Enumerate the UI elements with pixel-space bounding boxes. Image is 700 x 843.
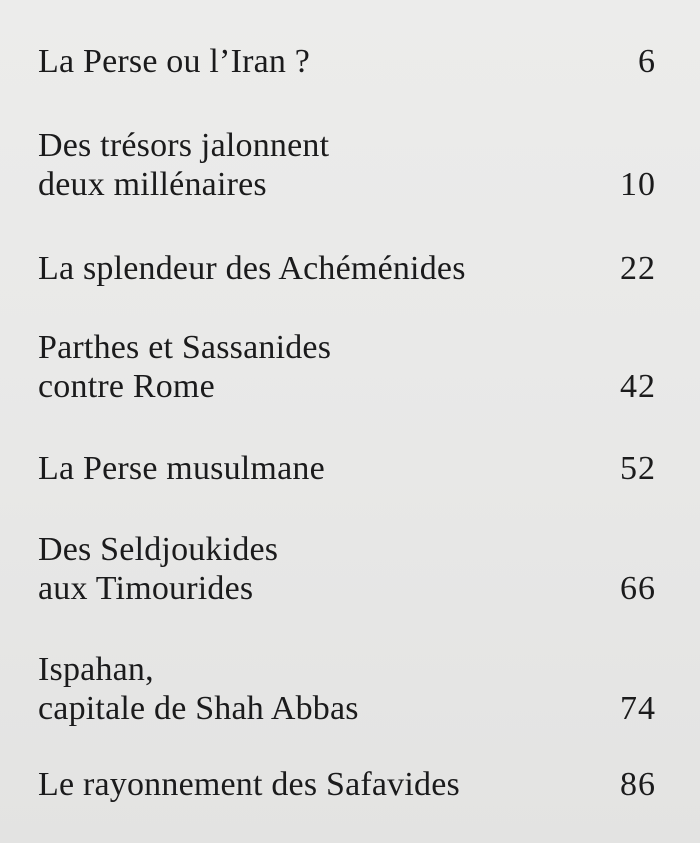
toc-entry-title <box>38 249 466 288</box>
toc-entry-title-line: deux millénaires <box>38 166 267 203</box>
toc-entry-title <box>38 765 460 804</box>
toc-entry-page-number: 10 <box>620 166 656 203</box>
toc-entry-title-line: contre Rome <box>38 368 215 405</box>
toc-entry-title-line: Parthes et Sassanides <box>38 329 332 366</box>
toc-entry-page-number: 22 <box>620 250 656 287</box>
toc-entry-title <box>38 650 359 728</box>
toc-entry-title <box>38 126 329 204</box>
toc-entry-title-line: Ispahan, <box>38 651 154 688</box>
toc-entry-title <box>38 328 331 406</box>
toc-entry-title-line: Des trésors jalonnent <box>38 127 330 164</box>
toc-entry-title-line: La Perse ou l’Iran ? <box>38 43 311 80</box>
toc-entry-page-number: 66 <box>620 570 656 607</box>
toc-entry-title-line: La splendeur des Achéménides <box>38 250 466 287</box>
toc-entry-page-number: 6 <box>638 43 656 80</box>
toc-entry-title-line: aux Timourides <box>38 570 254 607</box>
toc-entry-title <box>38 530 278 608</box>
toc-entry-title-line: capitale de Shah Abbas <box>38 690 359 727</box>
toc-entry-page-number: 74 <box>620 690 656 727</box>
toc-entry-title <box>38 42 310 81</box>
toc-entry-title-line: La Perse musulmane <box>38 450 325 487</box>
toc-entry-title-line: Des Seldjoukides <box>38 531 279 568</box>
toc-entry-page-number: 52 <box>620 450 656 487</box>
toc-entry-page-number: 86 <box>620 766 656 803</box>
toc-entry-title <box>38 449 325 488</box>
toc-entry-title-line: Le rayonnement des Safavides <box>38 766 460 803</box>
toc-entry-page-number: 42 <box>620 368 656 405</box>
